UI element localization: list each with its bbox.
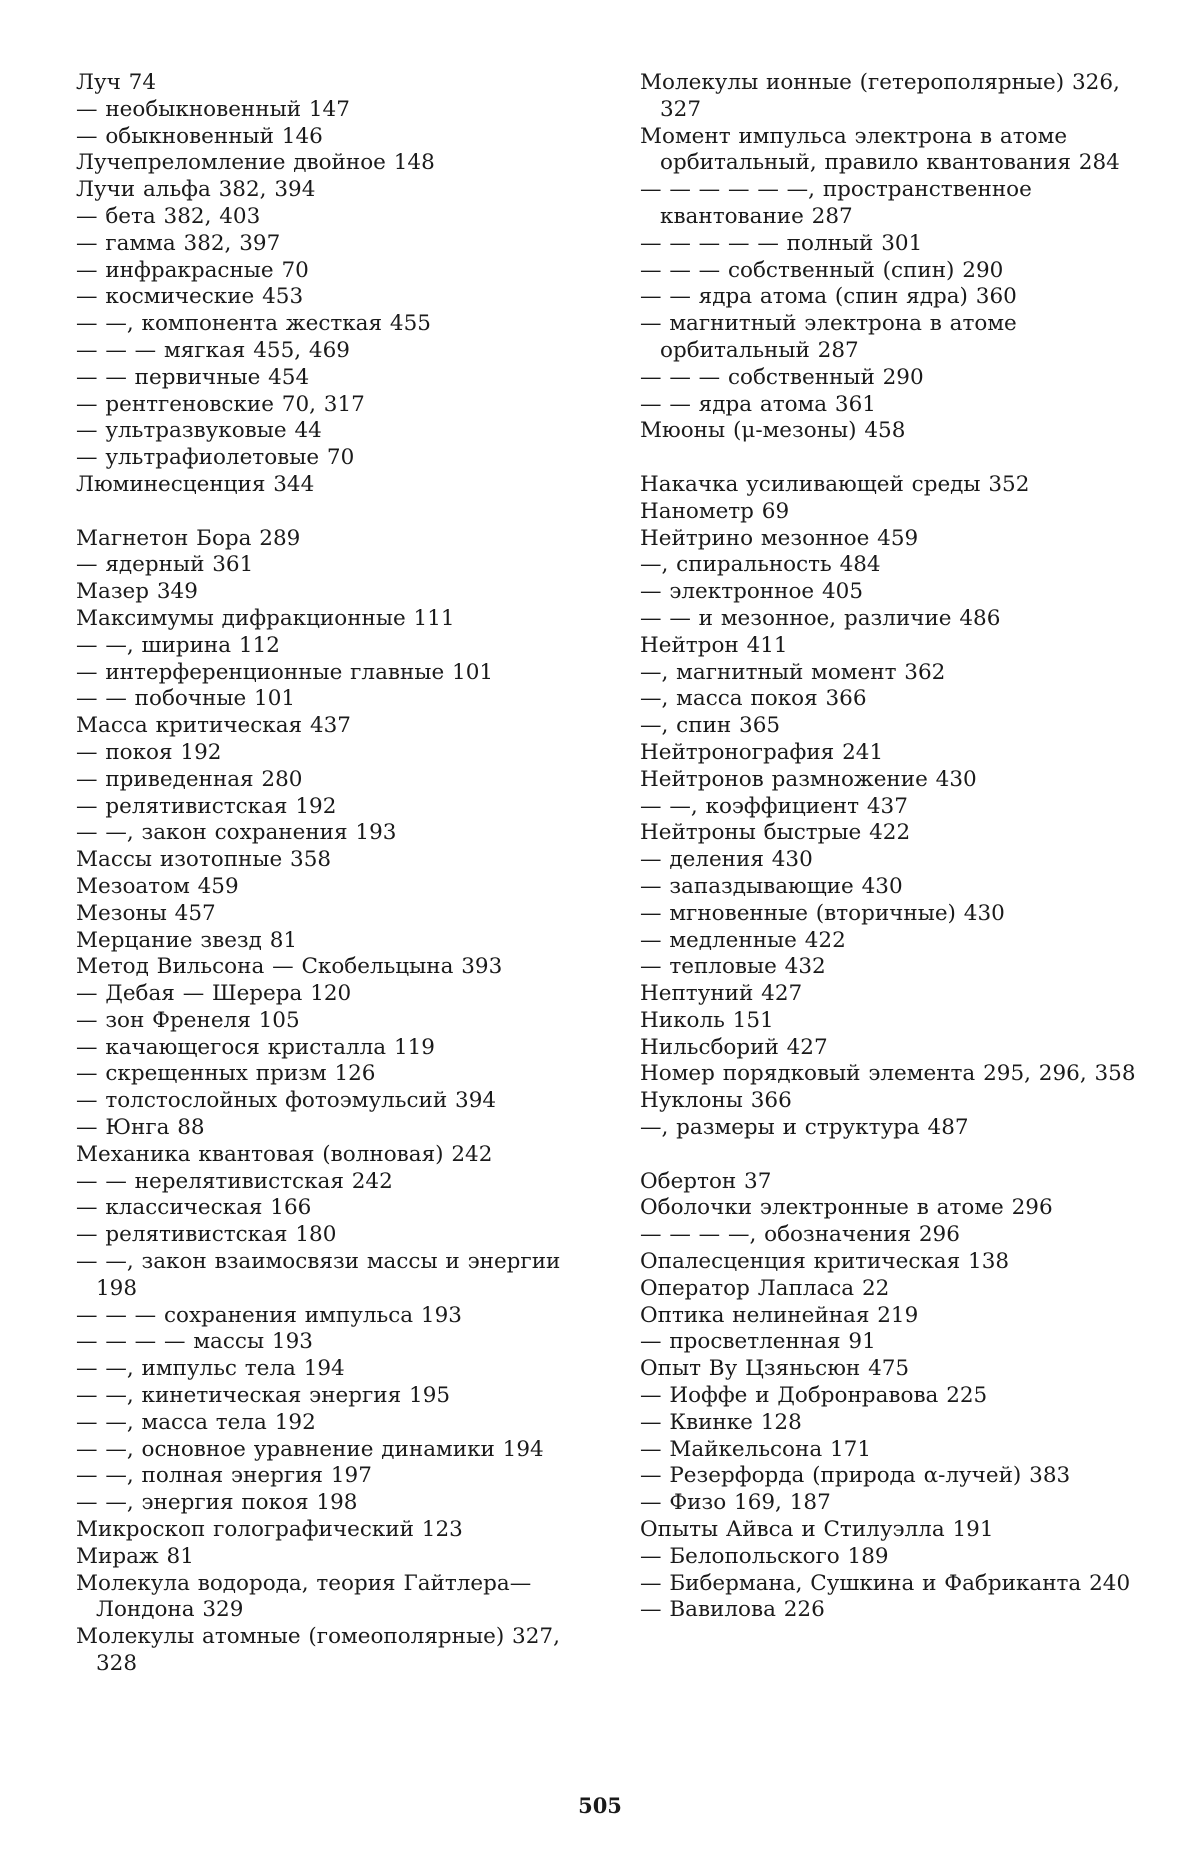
index-entry: Метод Вильсона — Скобельцына 393 [76, 954, 503, 980]
index-entry: Масса критическая 437 [76, 713, 351, 739]
index-entry: Опалесценция критическая 138 [640, 1249, 1010, 1275]
index-entry: Обертон 37 [640, 1168, 772, 1194]
index-entry: Механика квантовая (волновая) 242 [76, 1141, 493, 1167]
index-entry: — Дебая — Шерера 120 [76, 981, 352, 1007]
index-entry: — —, основное уравнение динамики 194 [76, 1436, 544, 1462]
index-column-right [640, 70, 1140, 1624]
index-entry: Нептуний 427 [640, 981, 803, 1007]
index-entry: — — и мезонное, различие 486 [640, 605, 1001, 631]
index-entry: Микроскоп голографический 123 [76, 1517, 463, 1543]
index-entry: — Бибермана, Сушкина и Фабриканта 240 [640, 1570, 1131, 1596]
index-entry: — обыкновенный 146 [76, 123, 323, 149]
index-entry: — —, масса тела 192 [76, 1409, 316, 1435]
index-entry: Мезоатом 459 [76, 873, 239, 899]
index-entry: Мерцание звезд 81 [76, 927, 298, 953]
index-entry: Лучепреломление двойное 148 [76, 150, 435, 176]
index-entry: —, магнитный момент 362 [640, 659, 946, 685]
index-entry: — — — собственный 290 [640, 364, 924, 390]
index-entry: — качающегося кристалла 119 [76, 1034, 435, 1060]
index-entry: — — — — массы 193 [76, 1329, 313, 1355]
index-entry: — приведенная 280 [76, 766, 303, 792]
index-entry: — Белопольского 189 [640, 1543, 889, 1569]
index-entry: —, спиральность 484 [640, 552, 881, 578]
index-entry: — —, импульс тела 194 [76, 1356, 345, 1382]
index-entry: Оптика нелинейная 219 [640, 1302, 919, 1328]
index-entry: — просветленная 91 [640, 1329, 876, 1355]
index-entry: — инфракрасные 70 [76, 257, 309, 283]
index-entry: — Квинке 128 [640, 1409, 802, 1435]
index-entry: — Вавилова 226 [640, 1597, 825, 1623]
index-entry: Нейтронов размножение 430 [640, 766, 977, 792]
index-entry: Николь 151 [640, 1007, 774, 1033]
index-entry: Номер порядковый элемента 295, 296, 358 [640, 1061, 1136, 1087]
index-entry: — — ядра атома 361 [640, 391, 876, 417]
index-entry: — Иоффе и Добронравова 225 [640, 1383, 988, 1409]
index-entry: — тепловые 432 [640, 954, 826, 980]
index-entry: Мираж 81 [76, 1543, 194, 1569]
index-entry: — Физо 169, 187 [640, 1490, 831, 1516]
index-entry: — —, закон сохранения 193 [76, 820, 397, 846]
index-entry: — зон Френеля 105 [76, 1007, 300, 1033]
index-entry: —, спин 365 [640, 713, 781, 739]
section-gap [640, 1142, 1140, 1169]
index-entry: Лучи альфа 382, 394 [76, 177, 316, 203]
index-entry: — необыкновенный 147 [76, 96, 350, 122]
index-entry: Массы изотопные 358 [76, 847, 332, 873]
index-entry: — релятивистская 192 [76, 793, 337, 819]
index-entry: — — — мягкая 455, 469 [76, 337, 350, 363]
index-entry: Нейтроны быстрые 422 [640, 820, 911, 846]
index-entry: — — — — — —, пространственное квантование 287 [640, 177, 1032, 229]
index-entry: Опыт Ву Цзяньсюн 475 [640, 1356, 910, 1382]
index-entry: — покоя 192 [76, 739, 222, 765]
section-gap [640, 445, 1140, 472]
index-entry: — магнитный электрона в атоме орбитальный 287 [640, 311, 1017, 363]
index-entry: Оператор Лапласа 22 [640, 1275, 890, 1301]
index-entry: — —, кинетическая энергия 195 [76, 1383, 451, 1409]
index-entry: — —, коэффициент 437 [640, 793, 908, 819]
index-entry: — — — — — полный 301 [640, 230, 923, 256]
index-entry: Нейтрон 411 [640, 632, 788, 658]
index-entry: Опыты Айвса и Стилуэлла 191 [640, 1517, 994, 1543]
index-entry: — —, ширина 112 [76, 632, 280, 658]
index-entry: Магнетон Бора 289 [76, 525, 301, 551]
index-entry: — Майкельсона 171 [640, 1436, 872, 1462]
index-entry: — скрещенных призм 126 [76, 1061, 376, 1087]
index-entry: Накачка усиливающей среды 352 [640, 471, 1030, 497]
index-entry: — ультразвуковые 44 [76, 418, 322, 444]
index-entry: Луч 74 [76, 70, 156, 95]
index-column-left [76, 70, 576, 1678]
index-entry: Максимумы дифракционные 111 [76, 605, 455, 631]
index-entry: — —, закон взаимосвязи массы и энергии 198 [76, 1249, 561, 1301]
index-entry: — запаздывающие 430 [640, 873, 903, 899]
index-entry: Мезоны 457 [76, 900, 216, 926]
index-entry: — электронное 405 [640, 579, 863, 605]
index-entry: Молекула водорода, теория Гайтлера—Лондона 329 [76, 1570, 532, 1623]
index-entry: — классическая 166 [76, 1195, 312, 1221]
index-entry: Нейтронография 241 [640, 739, 884, 765]
section-gap [76, 499, 576, 526]
index-entry: — — ядра атома (спин ядра) 360 [640, 284, 1017, 310]
index-entry: — —, компонента жесткая 455 [76, 311, 431, 337]
index-entry: — космические 453 [76, 284, 304, 310]
index-entry: — —, полная энергия 197 [76, 1463, 372, 1489]
index-entry: — —, энергия покоя 198 [76, 1490, 358, 1516]
index-entry: — рентгеновские 70, 317 [76, 391, 365, 417]
index-entry: — — нерелятивистская 242 [76, 1168, 393, 1194]
index-entry: — ядерный 361 [76, 552, 254, 578]
index-entry: — — — собственный (спин) 290 [640, 257, 1004, 283]
index-entry: — деления 430 [640, 847, 813, 873]
index-entry: Момент импульса электрона в атоме орбитальный, правило квантования 284 [640, 123, 1120, 176]
index-entry: — толстослойных фотоэмульсий 394 [76, 1088, 497, 1114]
index-entry: — гамма 382, 397 [76, 230, 281, 256]
index-entry: — медленные 422 [640, 927, 846, 953]
index-entry: —, размеры и структура 487 [640, 1115, 969, 1141]
index-entry: Нейтрино мезонное 459 [640, 525, 919, 551]
index-entry: — — первичные 454 [76, 364, 310, 390]
index-entry: — мгновенные (вторичные) 430 [640, 900, 1005, 926]
index-entry: — релятивистская 180 [76, 1222, 337, 1248]
index-entry: Молекулы ионные (гетерополярные) 326, 327 [640, 70, 1120, 122]
index-entry: — ультрафиолетовые 70 [76, 445, 355, 471]
index-entry: Люминесценция 344 [76, 471, 315, 497]
index-entry: Оболочки электронные в атоме 296 [640, 1195, 1053, 1221]
index-entry: — — побочные 101 [76, 686, 296, 712]
index-entry: Мюоны (μ-мезоны) 458 [640, 418, 906, 444]
index-entry: Нуклоны 366 [640, 1088, 792, 1114]
index-entry: —, масса покоя 366 [640, 686, 867, 712]
index-entry: — — — —, обозначения 296 [640, 1222, 960, 1248]
index-entry: — бета 382, 403 [76, 203, 261, 229]
index-entry: — Юнга 88 [76, 1115, 205, 1141]
index-entry: — Резерфорда (природа α-лучей) 383 [640, 1463, 1071, 1489]
index-entry: Нильсборий 427 [640, 1034, 828, 1060]
index-entry: Мазер 349 [76, 579, 198, 605]
index-entry: — интерференционные главные 101 [76, 659, 494, 685]
index-entry: Нанометр 69 [640, 498, 790, 524]
index-entry: Молекулы атомные (гомеополярные) 327, 328 [76, 1624, 560, 1677]
index-entry: — — — сохранения импульса 193 [76, 1302, 462, 1328]
page-number: 505 [578, 1793, 622, 1818]
